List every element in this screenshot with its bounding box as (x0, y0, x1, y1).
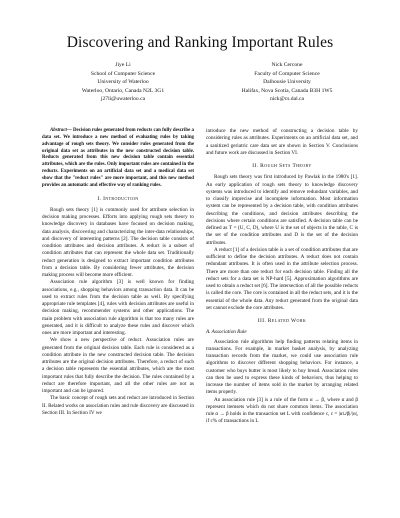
left-column (42, 128, 194, 417)
paragraph: introduce the new method of constructing a decision table by considering rules as attributes. Experiments on an artificial data set, and a sanitized geriatric care data set are shown in Section V. Conclusions and future work are discussed in Section VI. (206, 128, 358, 156)
abstract-text: — Decision rules generated from reducts can fully describe a data set. We introduce a new method of evaluating rules by taking advantage of rough sets theory. We consider rules generated from the original data set as attributes in the new constructed decision table. Reducts generated from this new decision table contain essential attributes, which are the rules. Only important rules are contained in the reducts. Experiments on an artificial data set and a medical data set show that the "reduct rules" are more important, and this new method provides an automatic and effective way of ranking rules. (42, 128, 194, 188)
abstract (42, 128, 194, 190)
author-email: j27li@uwaterloo.ca (100, 96, 146, 103)
author-block-1 (48, 61, 198, 104)
paragraph: We show a new perspective of reduct. Association rules are generated from the original decision table. Each rule is considered as a condition attribute in the new constructed decision table. The decision attributes are the original decision attributes. Therefore, a reduct of such a decision table represents the essential attributes, which are the most important rules that fully describe the decision. The rules contained by a reduct are therefore important, and all the other rules are not as important and can be ignored. (42, 337, 194, 395)
author-name: Jiye Li (115, 62, 131, 68)
author-address: Waterloo, Ontario, Canada N2L 3G1 (81, 87, 165, 94)
paper-title: Discovering and Ranking Important Rules (66, 34, 334, 51)
section-heading-introduction: I. Introduction (97, 195, 139, 202)
paragraph: Association rule algorithm [3] is well known for finding associations, e.g., shopping behaviors among transaction data. It can be used to extract rules from the decision table as well. By specifying appropriate rule templates [4], rules with decision attributes are useful in decision making, recommender systems and other applications. The main problem with association rule algorithm is that too many rules are generated, and it is difficult to analyze these rules and discover which ones are more important and interesting. (42, 279, 194, 337)
abstract-lead: Abstract (50, 128, 67, 133)
paragraph: The basic concept of rough sets and reduct are introduced in Section II. Related works on association rules and rule discovery are discussed in Section III. In Section IV we (42, 395, 194, 416)
right-column (206, 128, 358, 426)
author-affiliation: Dalhousie University (263, 79, 311, 86)
author-email: nick@cs.dal.ca (269, 96, 305, 103)
author-affiliation: University of Waterloo (97, 79, 149, 86)
paragraph: Rough sets theory was first introduced by Pawlak in the 1980's [1]. An early application of rough sets theory to knowledge discovery systems was introduced to identify and remove redundant variables, and to classify imprecise and incomplete information. Most information system can be represented by a decision table, with condition attributes describing the conditions, and decision attributes describing the decisions where certain conditions are satisfied. A decision table can be defined as T = (U, C, D), where U is the set of objects in the table, C is the set of the condition attributes and D is the set of the decision attributes. (206, 174, 358, 246)
subsection-heading-association-rule: A. Association Rule (206, 329, 247, 336)
section-heading-rough-sets: II. Rough Sets Theory (252, 163, 312, 169)
author-affiliation: Faculty of Computer Science (254, 70, 320, 77)
paragraph: Rough sets theory [1] is commonly used for attribute selection in decision making processes. Efforts into applying rough sets theory to knowledge discovery in databases have focused on decision making, data analysis, discovering and characterizing the inter-data relationships, and discovery of interesting patterns [2]. The decision table consists of condition attributes and decision attributes. A reduct is a subset of condition attributes that can represent the whole data set. Traditionally reduct generation is designed to extract important condition attributes from a decision table. By considering fewer attributes, the decision making process will become more efficient. (42, 206, 194, 279)
paragraph: A reduct [1] of a decision table is a set of condition attributes that are sufficient to define the decision attributes. A reduct does not contain redundant attributes. It is often used in the attribute selection process. There are more than one reduct for each decision table. Finding all the reduct sets for a data set is NP-hard [5]. Approximation algorithms are used to obtain a reduct set [6]. The intersection of all the possible reducts is called the core. The core is contained in all the reduct sets, and it is the essential of the whole data. Any reduct generated from the original data set cannot exclude the core attributes. (206, 246, 358, 311)
author-address: Halifax, Nova Scotia, Canada B3H 1W5 (241, 87, 333, 94)
author-block-2 (212, 61, 362, 104)
author-affiliation: School of Computer Science (90, 70, 156, 77)
author-name: Nick Cercone (271, 62, 303, 68)
paragraph: Association rule algorithms help finding patterns relating items in transactions. For example, in market basket analysis, by analyzing transaction records from the market, we could use association rule algorithms to discover different shopping behaviors. For instance, a customer who buys butter is most likely to buy bread. Association rules can then be used to express these kinds of behaviors, thus helping to increase the number of items sold in the market by arranging related items properly. (206, 338, 358, 396)
paragraph: An association rule [3] is a rule of the form α → β, where α and β represent itemsets which do not share common items. The association rule α → β holds in the transaction set L with confidence c, c = |α∪β|/|α|, if c% of transactions in L (206, 396, 358, 425)
section-heading-related-work: III. Related Work (257, 318, 307, 324)
